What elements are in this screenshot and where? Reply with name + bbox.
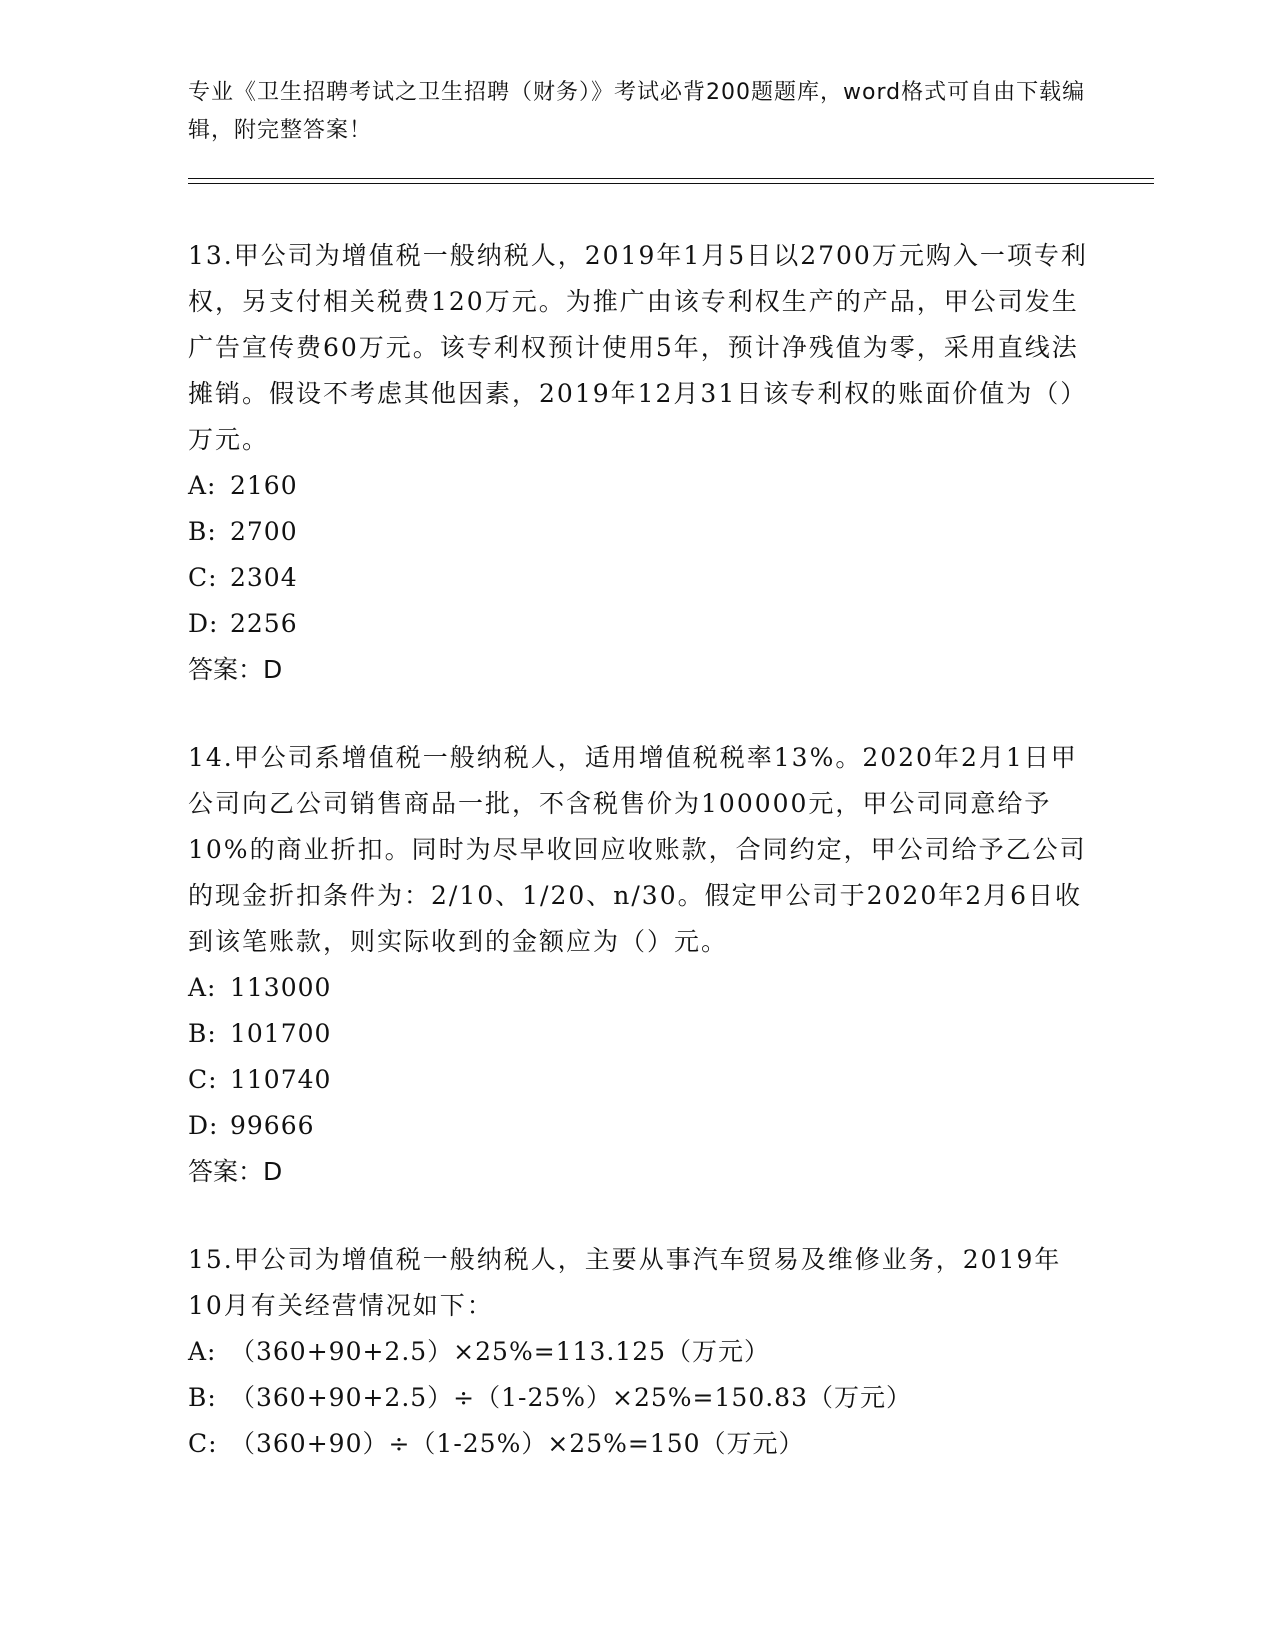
option-text: 99666	[230, 1111, 315, 1140]
header-divider-bottom	[188, 183, 1154, 184]
option-letter: C:	[188, 1065, 218, 1094]
answer-line: 答案：D	[188, 1157, 283, 1186]
option-b	[188, 1011, 1088, 1057]
option-c	[188, 1057, 1088, 1103]
option-b	[188, 509, 1088, 555]
question-stem: 13.甲公司为增值税一般纳税人，2019年1月5日以2700万元购入一项专利权，另支付相关税费120万元。为推广由该专利权生产的产品，甲公司发生广告宣传费60万元。该专利权预计使用5年，预计净残值为零，采用直线法摊销。假设不考虑其他因素，2019年12月31日该专利权的账面价值为（）万元。	[188, 241, 1088, 454]
option-text: 2304	[230, 563, 298, 592]
header-divider-top	[188, 178, 1154, 179]
question-stem: 14.甲公司系增值税一般纳税人，适用增值税税率13%。2020年2月1日甲公司向乙公司销售商品一批，不含税售价为100000元，甲公司同意给予10%的商业折扣。同时为尽早收回应收账款，合同约定，甲公司给予乙公司的现金折扣条件为：2/10、1/20、n/30。假定甲公司于2020年2月6日收到该笔账款，则实际收到的金额应为（）元。	[188, 743, 1087, 956]
option-c	[188, 1421, 1088, 1467]
document-header: 专业《卫生招聘考试之卫生招聘（财务）》考试必背200题题库，word格式可自由下载编辑，附完整答案！	[188, 80, 1086, 143]
option-text: 2256	[230, 609, 298, 638]
option-letter: B:	[188, 517, 217, 546]
option-letter: B:	[188, 1383, 217, 1412]
question-15	[188, 1237, 1088, 1467]
option-d	[188, 1103, 1088, 1149]
option-text: （360+90）÷（1-25%）×25%=150（万元）	[230, 1429, 805, 1458]
option-text: （360+90+2.5）÷（1-25%）×25%=150.83（万元）	[230, 1383, 912, 1412]
option-a	[188, 1329, 1088, 1375]
option-letter: D:	[188, 1111, 219, 1140]
option-text: 110740	[230, 1065, 332, 1094]
option-letter: C:	[188, 1429, 218, 1458]
option-c	[188, 555, 1088, 601]
answer-line: 答案：D	[188, 655, 283, 684]
option-text: 113000	[230, 973, 332, 1002]
question-stem: 15.甲公司为增值税一般纳税人，主要从事汽车贸易及维修业务，2019年10月有关经营情况如下：	[188, 1245, 1062, 1320]
question-14	[188, 735, 1088, 1195]
option-text: 101700	[230, 1019, 332, 1048]
option-text: （360+90+2.5）×25%=113.125（万元）	[230, 1337, 771, 1366]
option-b	[188, 1375, 1088, 1421]
option-a	[188, 965, 1088, 1011]
option-text: 2160	[230, 471, 298, 500]
option-letter: C:	[188, 563, 218, 592]
option-a	[188, 463, 1088, 509]
question-13	[188, 233, 1088, 693]
option-d	[188, 601, 1088, 647]
option-letter: A:	[188, 973, 217, 1002]
option-text: 2700	[230, 517, 298, 546]
option-letter: A:	[188, 1337, 217, 1366]
option-letter: A:	[188, 471, 217, 500]
option-letter: B:	[188, 1019, 217, 1048]
option-letter: D:	[188, 609, 219, 638]
